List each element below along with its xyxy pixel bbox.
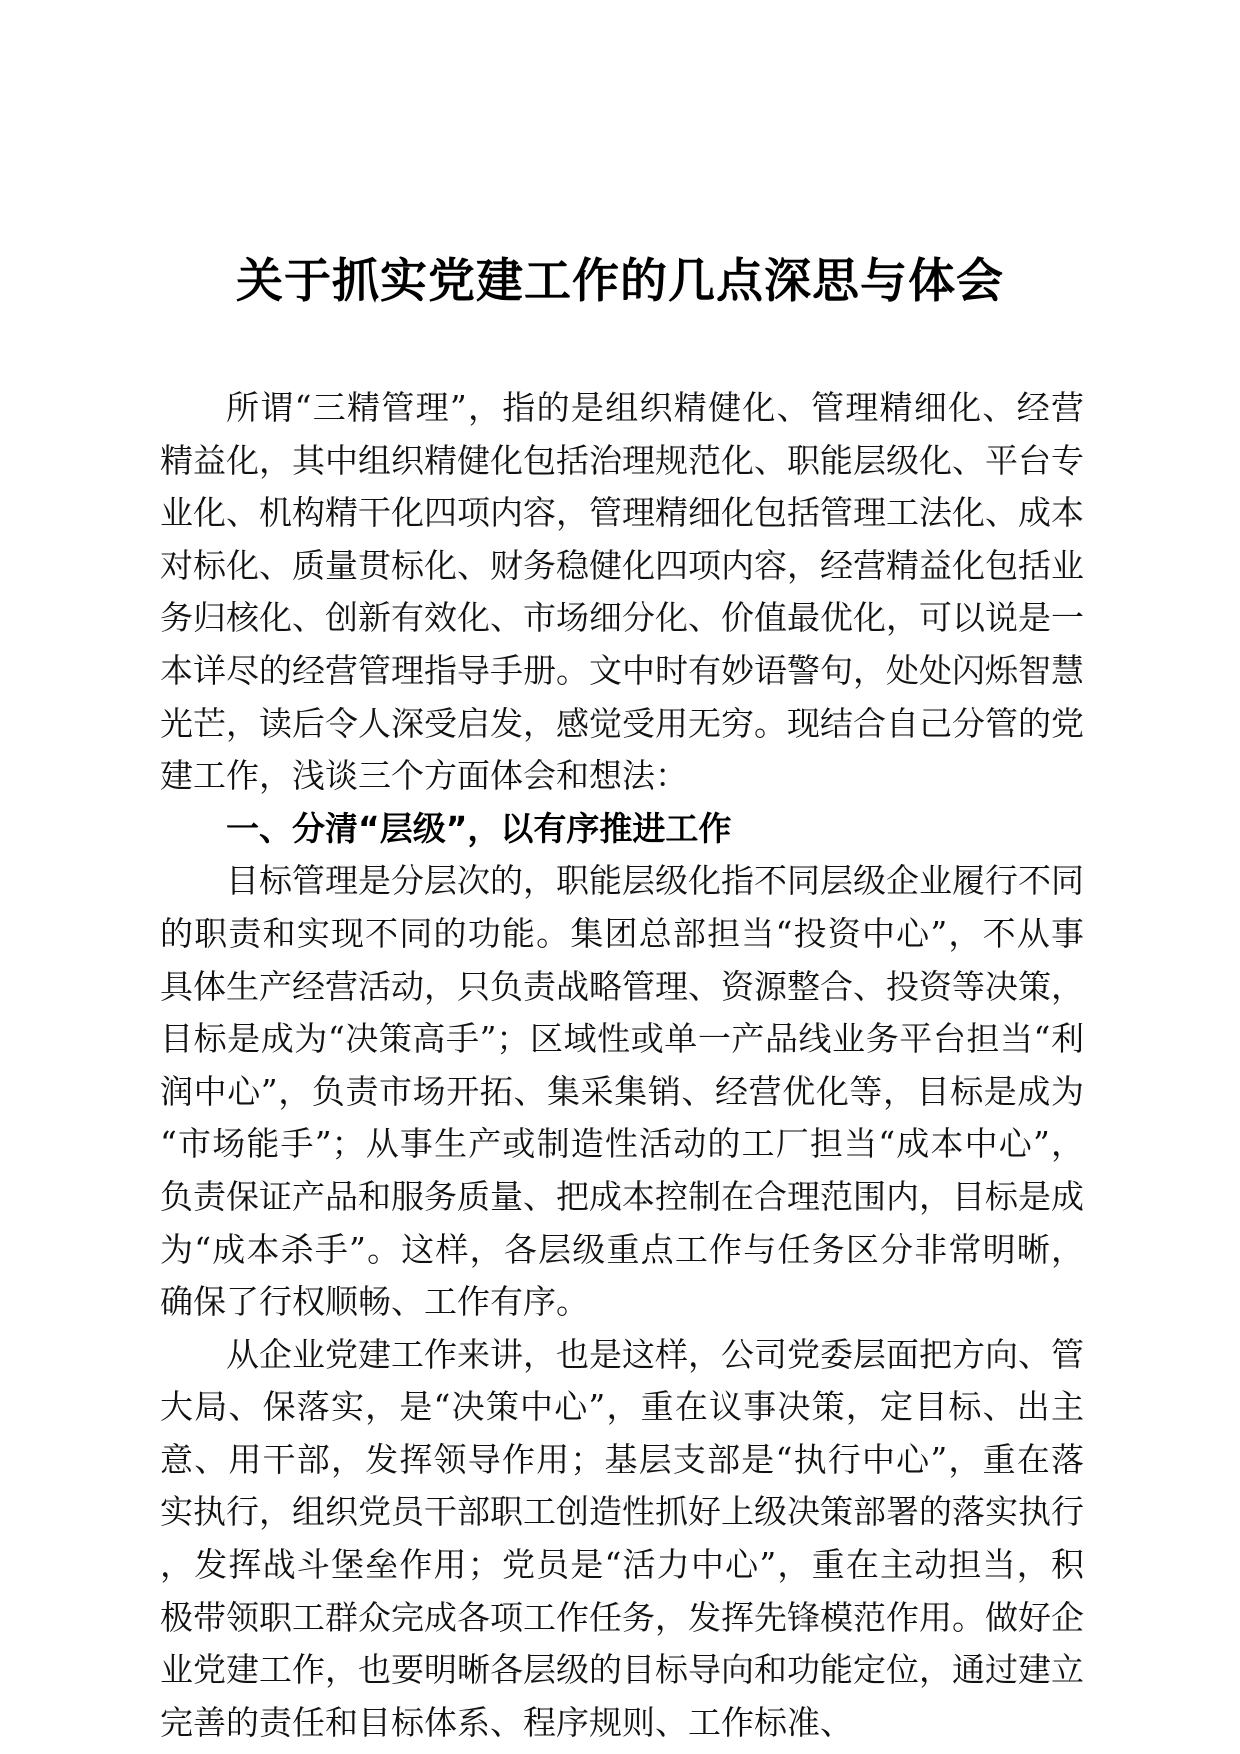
- body-paragraph-1: 目标管理是分层次的，职能层级化指不同层级企业履行不同的职责和实现不同的功能。集团总部担当“投资中心”，不从事具体生产经营活动，只负责战略管理、资源整合、投资等决策，目标是成为“决策高手”；区域性或单一产品线业务平台担当“利润中心”，负责市场开拓、集采集销、经营优化等，目标是成为“市场能手”；从事生产或制造性活动的工厂担当“成本中心”，负责保证产品和服务质量、把成本控制在合理范围内，目标是成为“成本杀手”。这样，各层级重点工作与任务区分非常明晰，确保了行权顺畅、工作有序。: [160, 861, 1084, 1322]
- intro-paragraph: 所谓“三精管理”，指的是组织精健化、管理精细化、经营精益化，其中组织精健化包括治理规范化、职能层级化、平台专业化、机构精干化四项内容，管理精细化包括管理工法化、成本对标化、质量贯标化、财务稳健化四项内容，经营精益化包括业务归核化、创新有效化、市场细分化、价值最优化，可以说是一本详尽的经营管理指导手册。文中时有妙语警句，处处闪烁智慧光芒，读后令人深受启发，感觉受用无穷。现结合自己分管的党建工作，浅谈三个方面体会和想法：: [160, 388, 1084, 796]
- document-body: [160, 382, 1084, 1749]
- document-title: 关于抓实党建工作的几点深思与体会: [236, 254, 1004, 309]
- section-heading-1: 一、分清“层级”，以有序推进工作: [226, 808, 732, 848]
- body-paragraph-2: 从企业党建工作来讲，也是这样，公司党委层面把方向、管大局、保落实，是“决策中心”，重在议事决策，定目标、出主意、用干部，发挥领导作用；基层支部是“执行中心”，重在落实执行，组织党员干部职工创造性抓好上级决策部署的落实执行，发挥战斗堡垒作用；党员是“活力中心”，重在主动担当，积极带领职工群众完成各项工作任务，发挥先锋模范作用。做好企业党建工作，也要明晰各层级的目标导向和功能定位，通过建立完善的责任和目标体系、程序规则、工作标准、: [160, 1334, 1084, 1742]
